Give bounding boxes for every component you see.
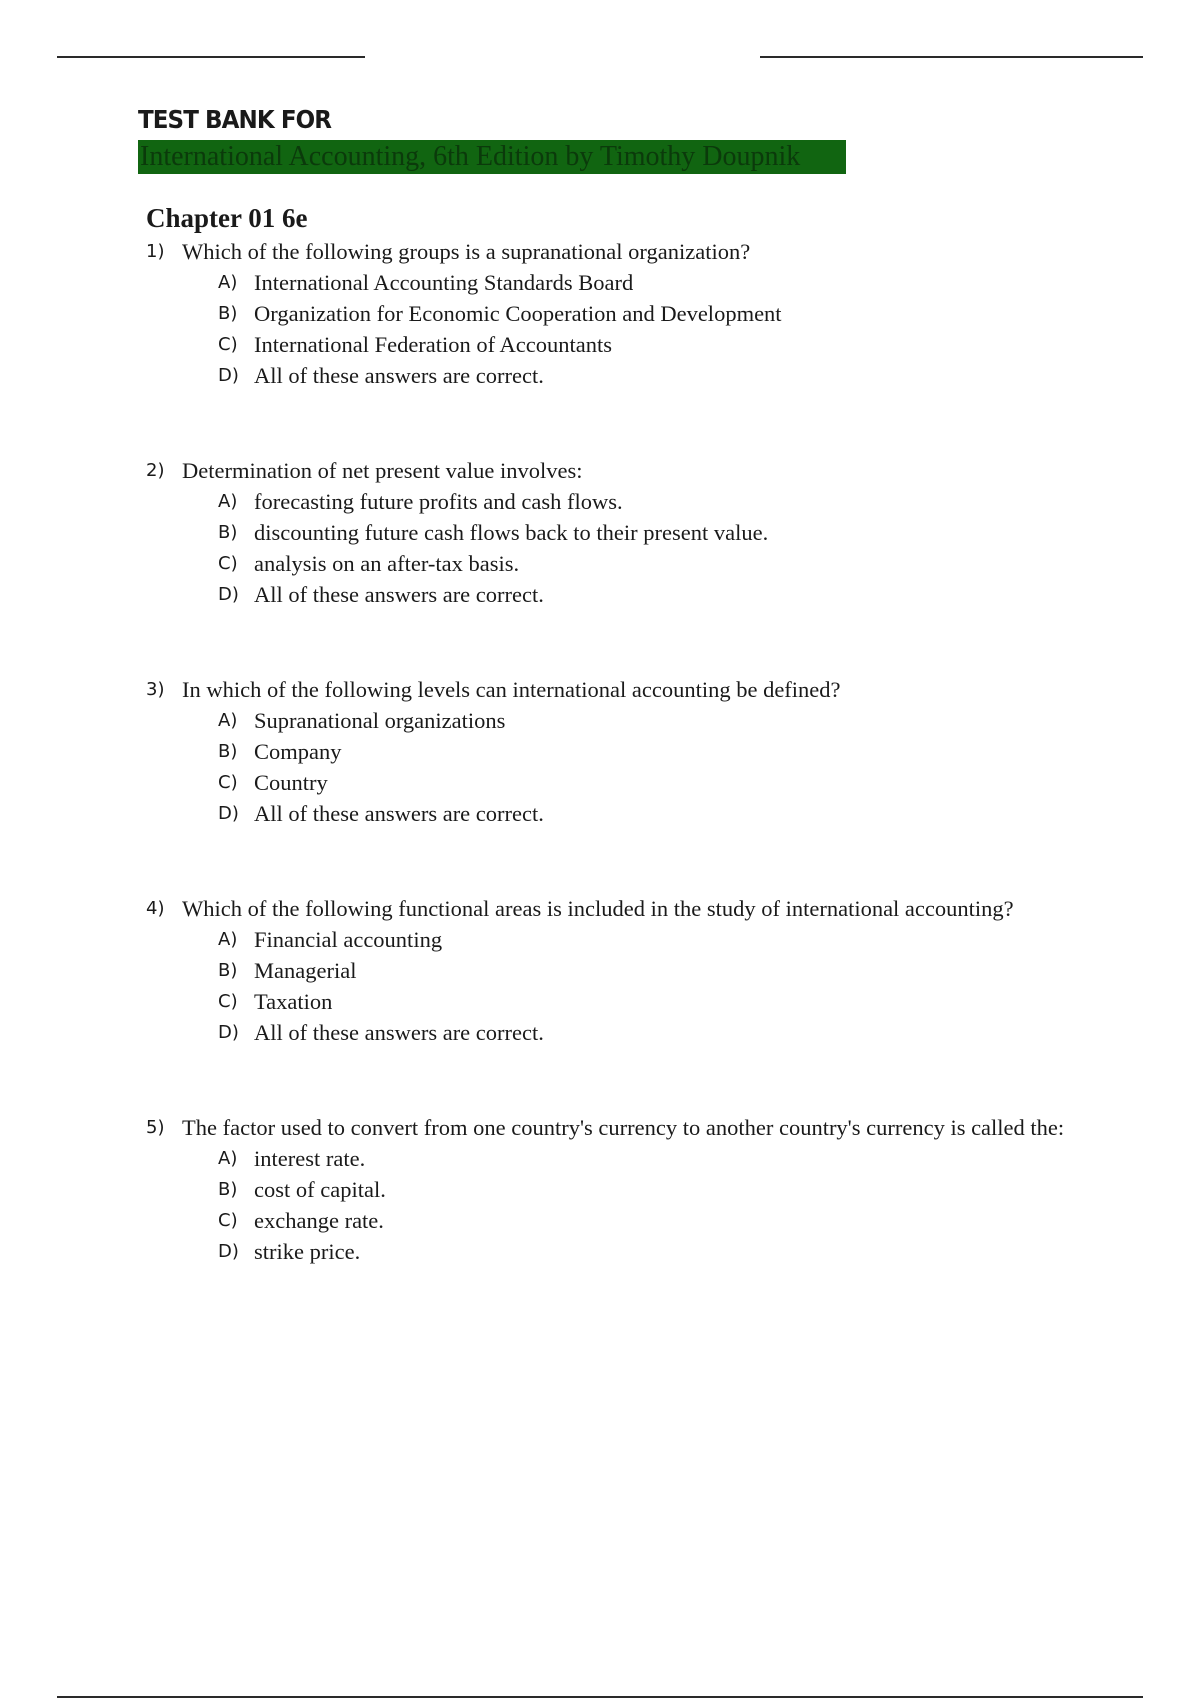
question-number: 1) — [146, 241, 165, 262]
answer-option — [218, 579, 1146, 610]
option-text: All of these answers are correct. — [254, 801, 544, 826]
document-body — [146, 200, 1146, 1331]
option-text: strike price. — [254, 1239, 361, 1264]
option-letter: C) — [218, 553, 238, 574]
header-rule-left — [57, 56, 365, 58]
answer-option — [218, 1236, 1146, 1267]
question-item — [146, 236, 1146, 391]
chapter-title: Chapter 01 6e — [146, 203, 308, 233]
answer-option — [218, 986, 1146, 1017]
option-letter: D) — [218, 365, 239, 386]
answer-option — [218, 329, 1146, 360]
option-letter: D) — [218, 1241, 239, 1262]
question-text: Which of the following functional areas is included in the study of international accounting? — [182, 896, 1014, 921]
question-text: The factor used to convert from one country's currency to another country's currency is called the: — [182, 1115, 1065, 1140]
option-text: discounting future cash flows back to their present value. — [254, 520, 769, 545]
question-stem — [146, 893, 1146, 924]
answer-option — [218, 1143, 1146, 1174]
option-letter: D) — [218, 584, 239, 605]
document-header — [138, 104, 846, 179]
option-text: International Accounting Standards Board — [254, 270, 634, 295]
option-text: analysis on an after-tax basis. — [254, 551, 520, 576]
option-letter: A) — [218, 710, 238, 731]
option-letter: B) — [218, 1179, 238, 1200]
answer-option — [218, 767, 1146, 798]
question-stem — [146, 236, 1146, 267]
answer-options — [218, 1143, 1146, 1267]
option-letter: B) — [218, 741, 238, 762]
option-letter: B) — [218, 303, 238, 324]
question-text: Which of the following groups is a supranational organization? — [182, 239, 751, 264]
option-letter: D) — [218, 803, 239, 824]
question-text: Determination of net present value involves: — [182, 458, 583, 483]
answer-option — [218, 360, 1146, 391]
option-text: Managerial — [254, 958, 357, 983]
answer-options — [218, 486, 1146, 610]
option-text: All of these answers are correct. — [254, 1020, 544, 1045]
question-number: 2) — [146, 460, 165, 481]
question-number: 5) — [146, 1117, 165, 1138]
option-text: All of these answers are correct. — [254, 363, 544, 388]
option-letter: B) — [218, 522, 238, 543]
question-list — [146, 236, 1146, 1267]
answer-option — [218, 705, 1146, 736]
book-title-highlight: International Accounting, 6th Edition by Timothy Doupnik — [138, 140, 846, 174]
answer-option — [218, 924, 1146, 955]
option-letter: C) — [218, 991, 238, 1012]
option-text: forecasting future profits and cash flows. — [254, 489, 623, 514]
option-letter: C) — [218, 334, 238, 355]
answer-option — [218, 298, 1146, 329]
option-text: cost of capital. — [254, 1177, 386, 1202]
question-item — [146, 1112, 1146, 1267]
option-text: International Federation of Accountants — [254, 332, 613, 357]
answer-option — [218, 1017, 1146, 1048]
question-text: In which of the following levels can international accounting be defined? — [182, 677, 841, 702]
option-letter: C) — [218, 1210, 238, 1231]
option-text: Taxation — [254, 989, 333, 1014]
option-letter: B) — [218, 960, 238, 981]
question-item — [146, 893, 1146, 1048]
answer-option — [218, 955, 1146, 986]
question-item — [146, 674, 1146, 829]
question-item — [146, 455, 1146, 610]
answer-option — [218, 1174, 1146, 1205]
question-number: 3) — [146, 679, 165, 700]
question-number: 4) — [146, 898, 165, 919]
footer-rule — [57, 1696, 1143, 1698]
option-text: Organization for Economic Cooperation and Development — [254, 301, 782, 326]
answer-option — [218, 267, 1146, 298]
question-stem — [146, 1112, 1146, 1143]
question-stem — [146, 674, 1146, 705]
option-letter: A) — [218, 491, 238, 512]
answer-option — [218, 736, 1146, 767]
option-text: Country — [254, 770, 328, 795]
option-text: interest rate. — [254, 1146, 366, 1171]
option-letter: D) — [218, 1022, 239, 1043]
option-text: All of these answers are correct. — [254, 582, 544, 607]
option-letter: A) — [218, 272, 238, 293]
header-rule-right — [760, 56, 1143, 58]
answer-option — [218, 1205, 1146, 1236]
answer-options — [218, 267, 1146, 391]
option-text: exchange rate. — [254, 1208, 384, 1233]
option-letter: C) — [218, 772, 238, 793]
answer-option — [218, 798, 1146, 829]
test-bank-label: TEST BANK FOR — [138, 105, 332, 134]
answer-option — [218, 486, 1146, 517]
option-text: Supranational organizations — [254, 708, 506, 733]
answer-options — [218, 705, 1146, 829]
option-letter: A) — [218, 929, 238, 950]
question-stem — [146, 455, 1146, 486]
option-letter: A) — [218, 1148, 238, 1169]
answer-option — [218, 517, 1146, 548]
option-text: Financial accounting — [254, 927, 443, 952]
option-text: Company — [254, 739, 342, 764]
answer-options — [218, 924, 1146, 1048]
answer-option — [218, 548, 1146, 579]
